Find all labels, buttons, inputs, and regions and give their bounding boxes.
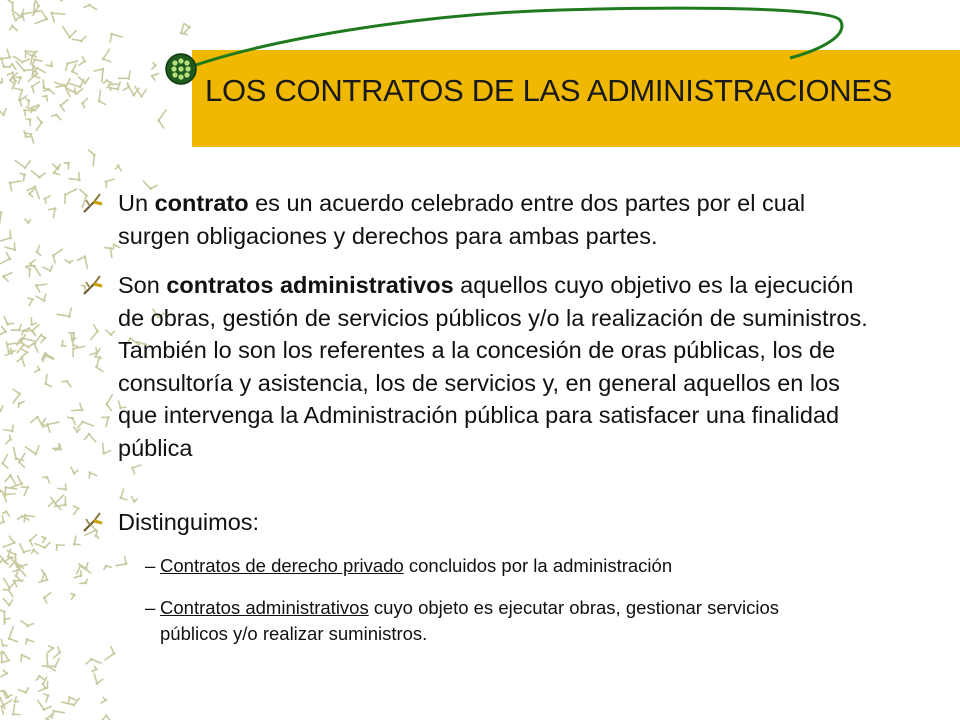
- title-ornament-icon: [164, 52, 198, 86]
- underlined-term: Contratos de derecho privado: [160, 555, 404, 576]
- bullet-text: Son contratos administrativos aquellos cuyo objetivo es la ejecución de obras, gestión de servicios públicos y/o la realización de suministros. También lo son los referentes a la concesión de oras públicas, los de consultoría y asistencia, los de servicios y, en general aquellos en los que intervenga la Administración pública para satisfacer una finalidad pública: [118, 272, 868, 461]
- underlined-term: Contratos administrativos: [160, 597, 369, 618]
- sprout-bullet-icon: [80, 190, 104, 214]
- slide-title: LOS CONTRATOS DE LAS ADMINISTRACIONES: [205, 73, 893, 108]
- bullet-text: Distinguimos:: [118, 509, 260, 535]
- sub-item-dash: –: [145, 555, 156, 576]
- bullet-text: Un contrato es un acuerdo celebrado entre dos partes por el cual surgen obligaciones y derechos para ambas partes.: [118, 190, 806, 249]
- sub-item-text: Contratos administrativos cuyo objeto es ejecutar obras, gestionar servicios públicos y/o realizar suministros.: [160, 597, 780, 644]
- sub-item-dash: –: [145, 597, 156, 618]
- sprout-bullet-icon: [80, 509, 104, 533]
- sprout-bullet-icon: [80, 272, 104, 296]
- sub-item-text: Contratos de derecho privado concluidos por la administración: [160, 555, 673, 576]
